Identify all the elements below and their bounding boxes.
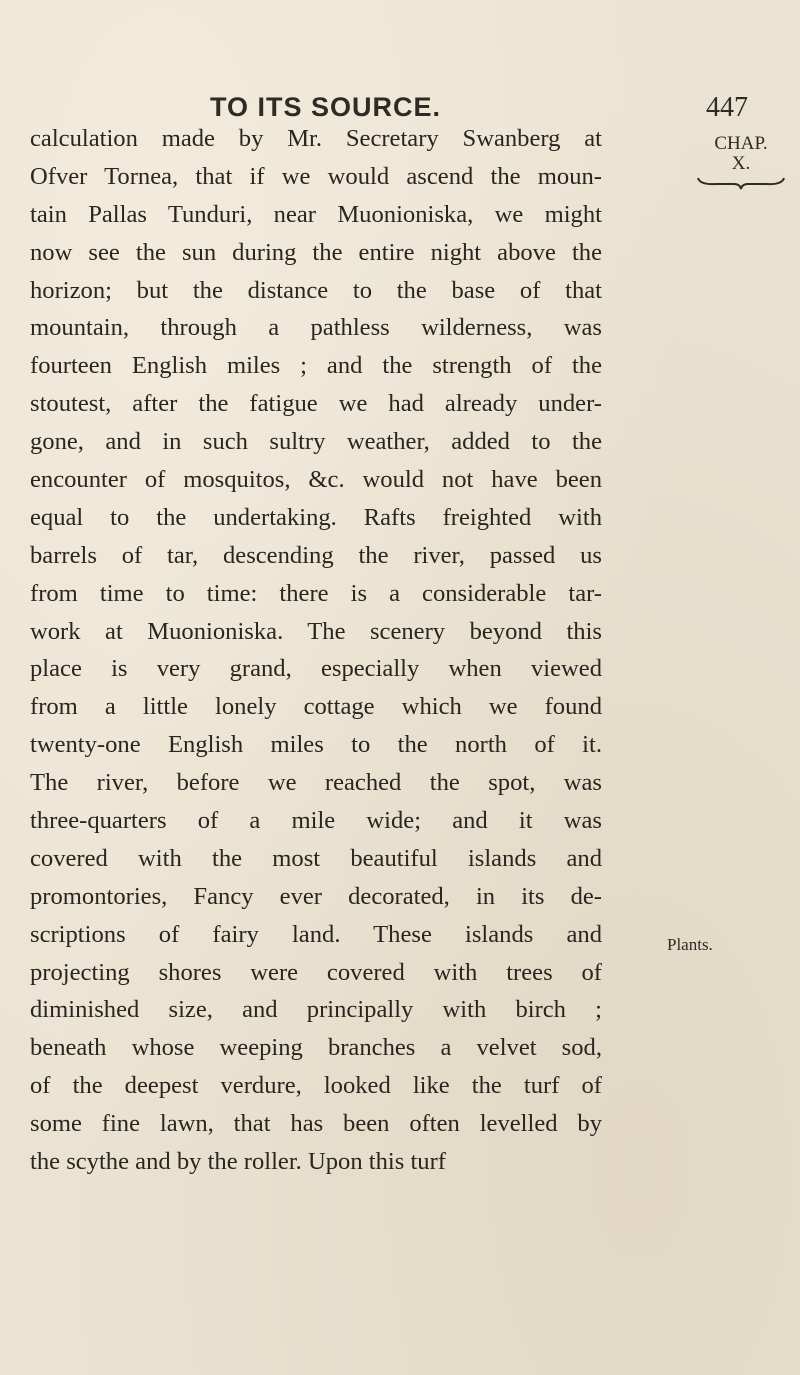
text-line: some fine lawn, that has been often levelled by: [30, 1110, 602, 1138]
running-title: TO ITS SOURCE.: [210, 92, 442, 122]
brace-ornament-icon: [696, 176, 786, 190]
text-line: promontories, Fancy ever decorated, in its de-: [30, 882, 602, 910]
margin-note-plants: Plants.: [667, 935, 713, 954]
text-line: the scythe and by the roller. Upon this turf: [30, 1148, 446, 1176]
page-number: 447: [706, 92, 748, 123]
text-line: covered with the most beautiful islands and: [30, 844, 602, 872]
text-line: beneath whose weeping branches a velvet sod,: [30, 1034, 602, 1062]
chapter-number: X.: [731, 153, 751, 174]
text-line: tain Pallas Tunduri, near Muonioniska, we might: [30, 200, 602, 228]
chapter-marker: [694, 134, 788, 190]
text-line: three-quarters of a mile wide; and it was: [30, 807, 602, 835]
text-line: gone, and in such sultry weather, added to the: [30, 428, 602, 456]
body-text: [30, 120, 602, 1181]
text-line: twenty-one English miles to the north of it.: [30, 731, 602, 759]
text-line: now see the sun during the entire night above the: [30, 238, 602, 266]
text-line: barrels of tar, descending the river, passed us: [30, 541, 602, 569]
text-line: fourteen English miles ; and the strength of the: [30, 352, 602, 380]
text-line: work at Muonioniska. The scenery beyond this: [30, 617, 602, 645]
text-line: projecting shores were covered with trees of: [30, 958, 602, 986]
chapter-label: CHAP.: [714, 133, 768, 154]
text-line: encounter of mosquitos, &c. would not have been: [30, 466, 602, 494]
text-line: calculation made by Mr. Secretary Swanberg at: [30, 125, 602, 152]
text-line: diminished size, and principally with birch ;: [30, 996, 602, 1024]
text-line: from a little lonely cottage which we found: [30, 693, 602, 721]
text-line: stoutest, after the fatigue we had already under-: [30, 390, 602, 418]
text-line: scriptions of fairy land. These islands and: [30, 920, 602, 948]
text-line: The river, before we reached the spot, was: [30, 769, 602, 797]
text-line: horizon; but the distance to the base of that: [30, 276, 602, 304]
text-line: place is very grand, especially when viewed: [30, 655, 602, 683]
text-line: mountain, through a pathless wilderness, was: [30, 314, 602, 342]
text-line: from time to time: there is a considerable tar-: [30, 579, 602, 607]
text-line: equal to the undertaking. Rafts freighted with: [30, 503, 602, 531]
text-line: Ofver Tornea, that if we would ascend the moun-: [30, 162, 602, 190]
text-line: of the deepest verdure, looked like the turf of: [30, 1072, 602, 1100]
